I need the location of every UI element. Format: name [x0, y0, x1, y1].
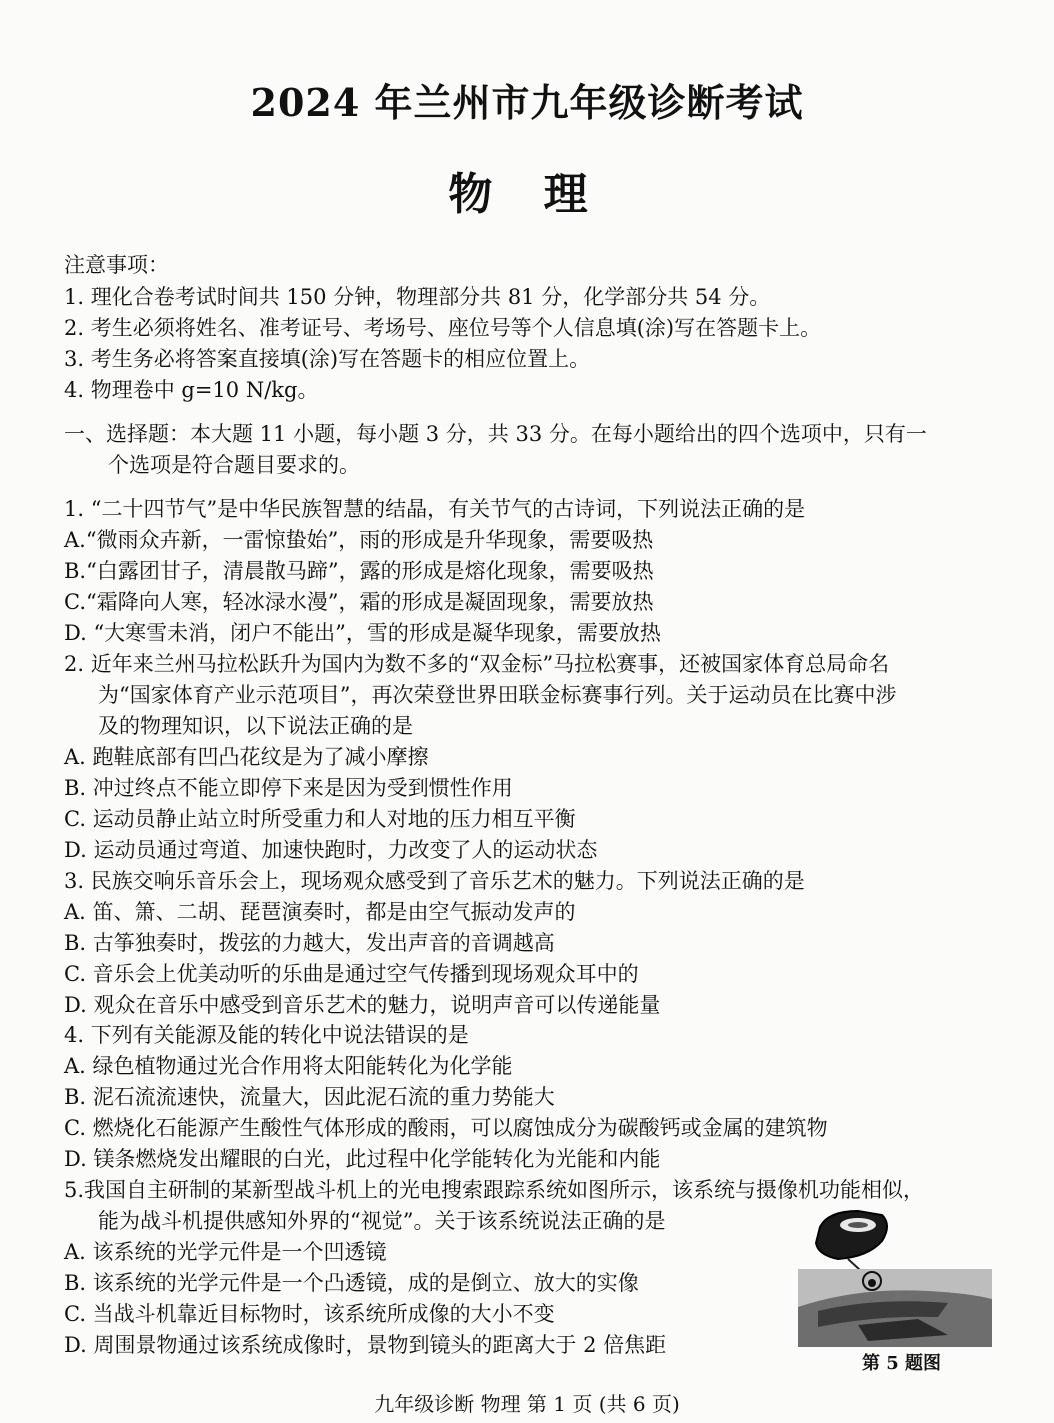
question-stem: 1. “二十四节气”是中华民族智慧的结晶，有关节气的古诗词，下列说法正确的是: [64, 497, 806, 521]
question-option: C. 音乐会上优美动听的乐曲是通过空气传播到现场观众耳中的: [64, 962, 639, 986]
question-stem-cont: 及的物理知识，以下说法正确的是: [98, 714, 413, 738]
question-option: B. 古筝独奏时，拨弦的力越大，发出声音的音调越高: [64, 931, 555, 955]
question-option: D. 运动员通过弯道、加速快跑时，力改变了人的运动状态: [64, 838, 598, 862]
exam-title: 2024 年兰州市九年级诊断考试: [250, 80, 804, 125]
jet-image: [798, 1207, 992, 1347]
note-item: 3. 考生务必将答案直接填(涂)写在答题卡的相应位置上。: [64, 347, 591, 371]
figure-caption: 第 5 题图: [862, 1353, 942, 1374]
note-item: 1. 理化合卷考试时间共 150 分钟，物理部分共 81 分，化学部分共 54 分。: [64, 285, 771, 309]
question-option: D. 观众在音乐中感受到音乐艺术的魅力，说明声音可以传递能量: [64, 993, 661, 1017]
question-option: B. 该系统的光学元件是一个凸透镜，成的是倒立、放大的实像: [64, 1271, 639, 1295]
question-option: D. “大寒雪未消，闭户不能出”，雪的形成是凝华现象，需要放热: [64, 621, 661, 645]
notes-heading: 注意事项：: [64, 253, 169, 277]
subject-title: 物 理: [448, 169, 606, 220]
question-stem-cont: 能为战斗机提供感知外界的“视觉”。关于该系统说法正确的是: [98, 1209, 666, 1233]
question-option: A. 笛、箫、二胡、琵琶演奏时，都是由空气振动发声的: [64, 900, 576, 924]
note-item: 2. 考生必须将姓名、准考证号、考场号、座位号等个人信息填(涂)写在答题卡上。: [64, 316, 822, 340]
question-stem: 3. 民族交响乐音乐会上，现场观众感受到了音乐艺术的魅力。下列说法正确的是: [64, 869, 805, 893]
question-option: D. 镁条燃烧发出耀眼的白光，此过程中化学能转化为光能和内能: [64, 1147, 661, 1171]
question-option: A. 跑鞋底部有凹凸花纹是为了减小摩擦: [64, 745, 429, 769]
question-option: C. 运动员静止站立时所受重力和人对地的压力相互平衡: [64, 807, 576, 831]
fighter-jet-figure: [798, 1207, 992, 1347]
question-stem-cont: 为“国家体育产业示范项目”，再次荣登世界田联金标赛事行列。关于运动员在比赛中涉: [98, 683, 897, 707]
question-option: D. 周围景物通过该系统成像时，景物到镜头的距离大于 2 倍焦距: [64, 1333, 667, 1357]
question-option: C.“霜降向人寒，轻冰渌水漫”，霜的形成是凝固现象，需要放热: [64, 590, 654, 614]
note-item: 4. 物理卷中 g=10 N/kg。: [64, 378, 319, 402]
question-option: A. 绿色植物通过光合作用将太阳能转化为化学能: [64, 1054, 513, 1078]
question-option: B.“白露团甘子，清晨散马蹄”，露的形成是熔化现象，需要吸热: [64, 559, 654, 583]
section-heading: 一、选择题：本大题 11 小题，每小题 3 分，共 33 分。在每小题给出的四个选项中，只有一: [64, 422, 927, 446]
question-option: A.“微雨众卉新，一雷惊蛰始”，雨的形成是升华现象，需要吸热: [64, 528, 654, 552]
question-stem: 2. 近年来兰州马拉松跃升为国内为数不多的“双金标”马拉松赛事，还被国家体育总局命名: [64, 652, 890, 676]
question-option: A. 该系统的光学元件是一个凹透镜: [64, 1240, 387, 1264]
question-stem: 5.我国自主研制的某新型战斗机上的光电搜索跟踪系统如图所示，该系统与摄像机功能相似，: [64, 1178, 925, 1202]
section-heading-cont: 个选项是符合题目要求的。: [108, 453, 360, 477]
question-option: C. 当战斗机靠近目标物时，该系统所成像的大小不变: [64, 1302, 555, 1326]
question-option: C. 燃烧化石能源产生酸性气体形成的酸雨，可以腐蚀成分为碳酸钙或金属的建筑物: [64, 1116, 828, 1140]
question-stem: 4. 下列有关能源及能的转化中说法错误的是: [64, 1023, 469, 1047]
question-option: B. 冲过终点不能立即停下来是因为受到惯性作用: [64, 776, 513, 800]
page-footer: 九年级诊断 物理 第 1 页 (共 6 页): [374, 1392, 680, 1416]
question-option: B. 泥石流流速快，流量大，因此泥石流的重力势能大: [64, 1085, 555, 1109]
